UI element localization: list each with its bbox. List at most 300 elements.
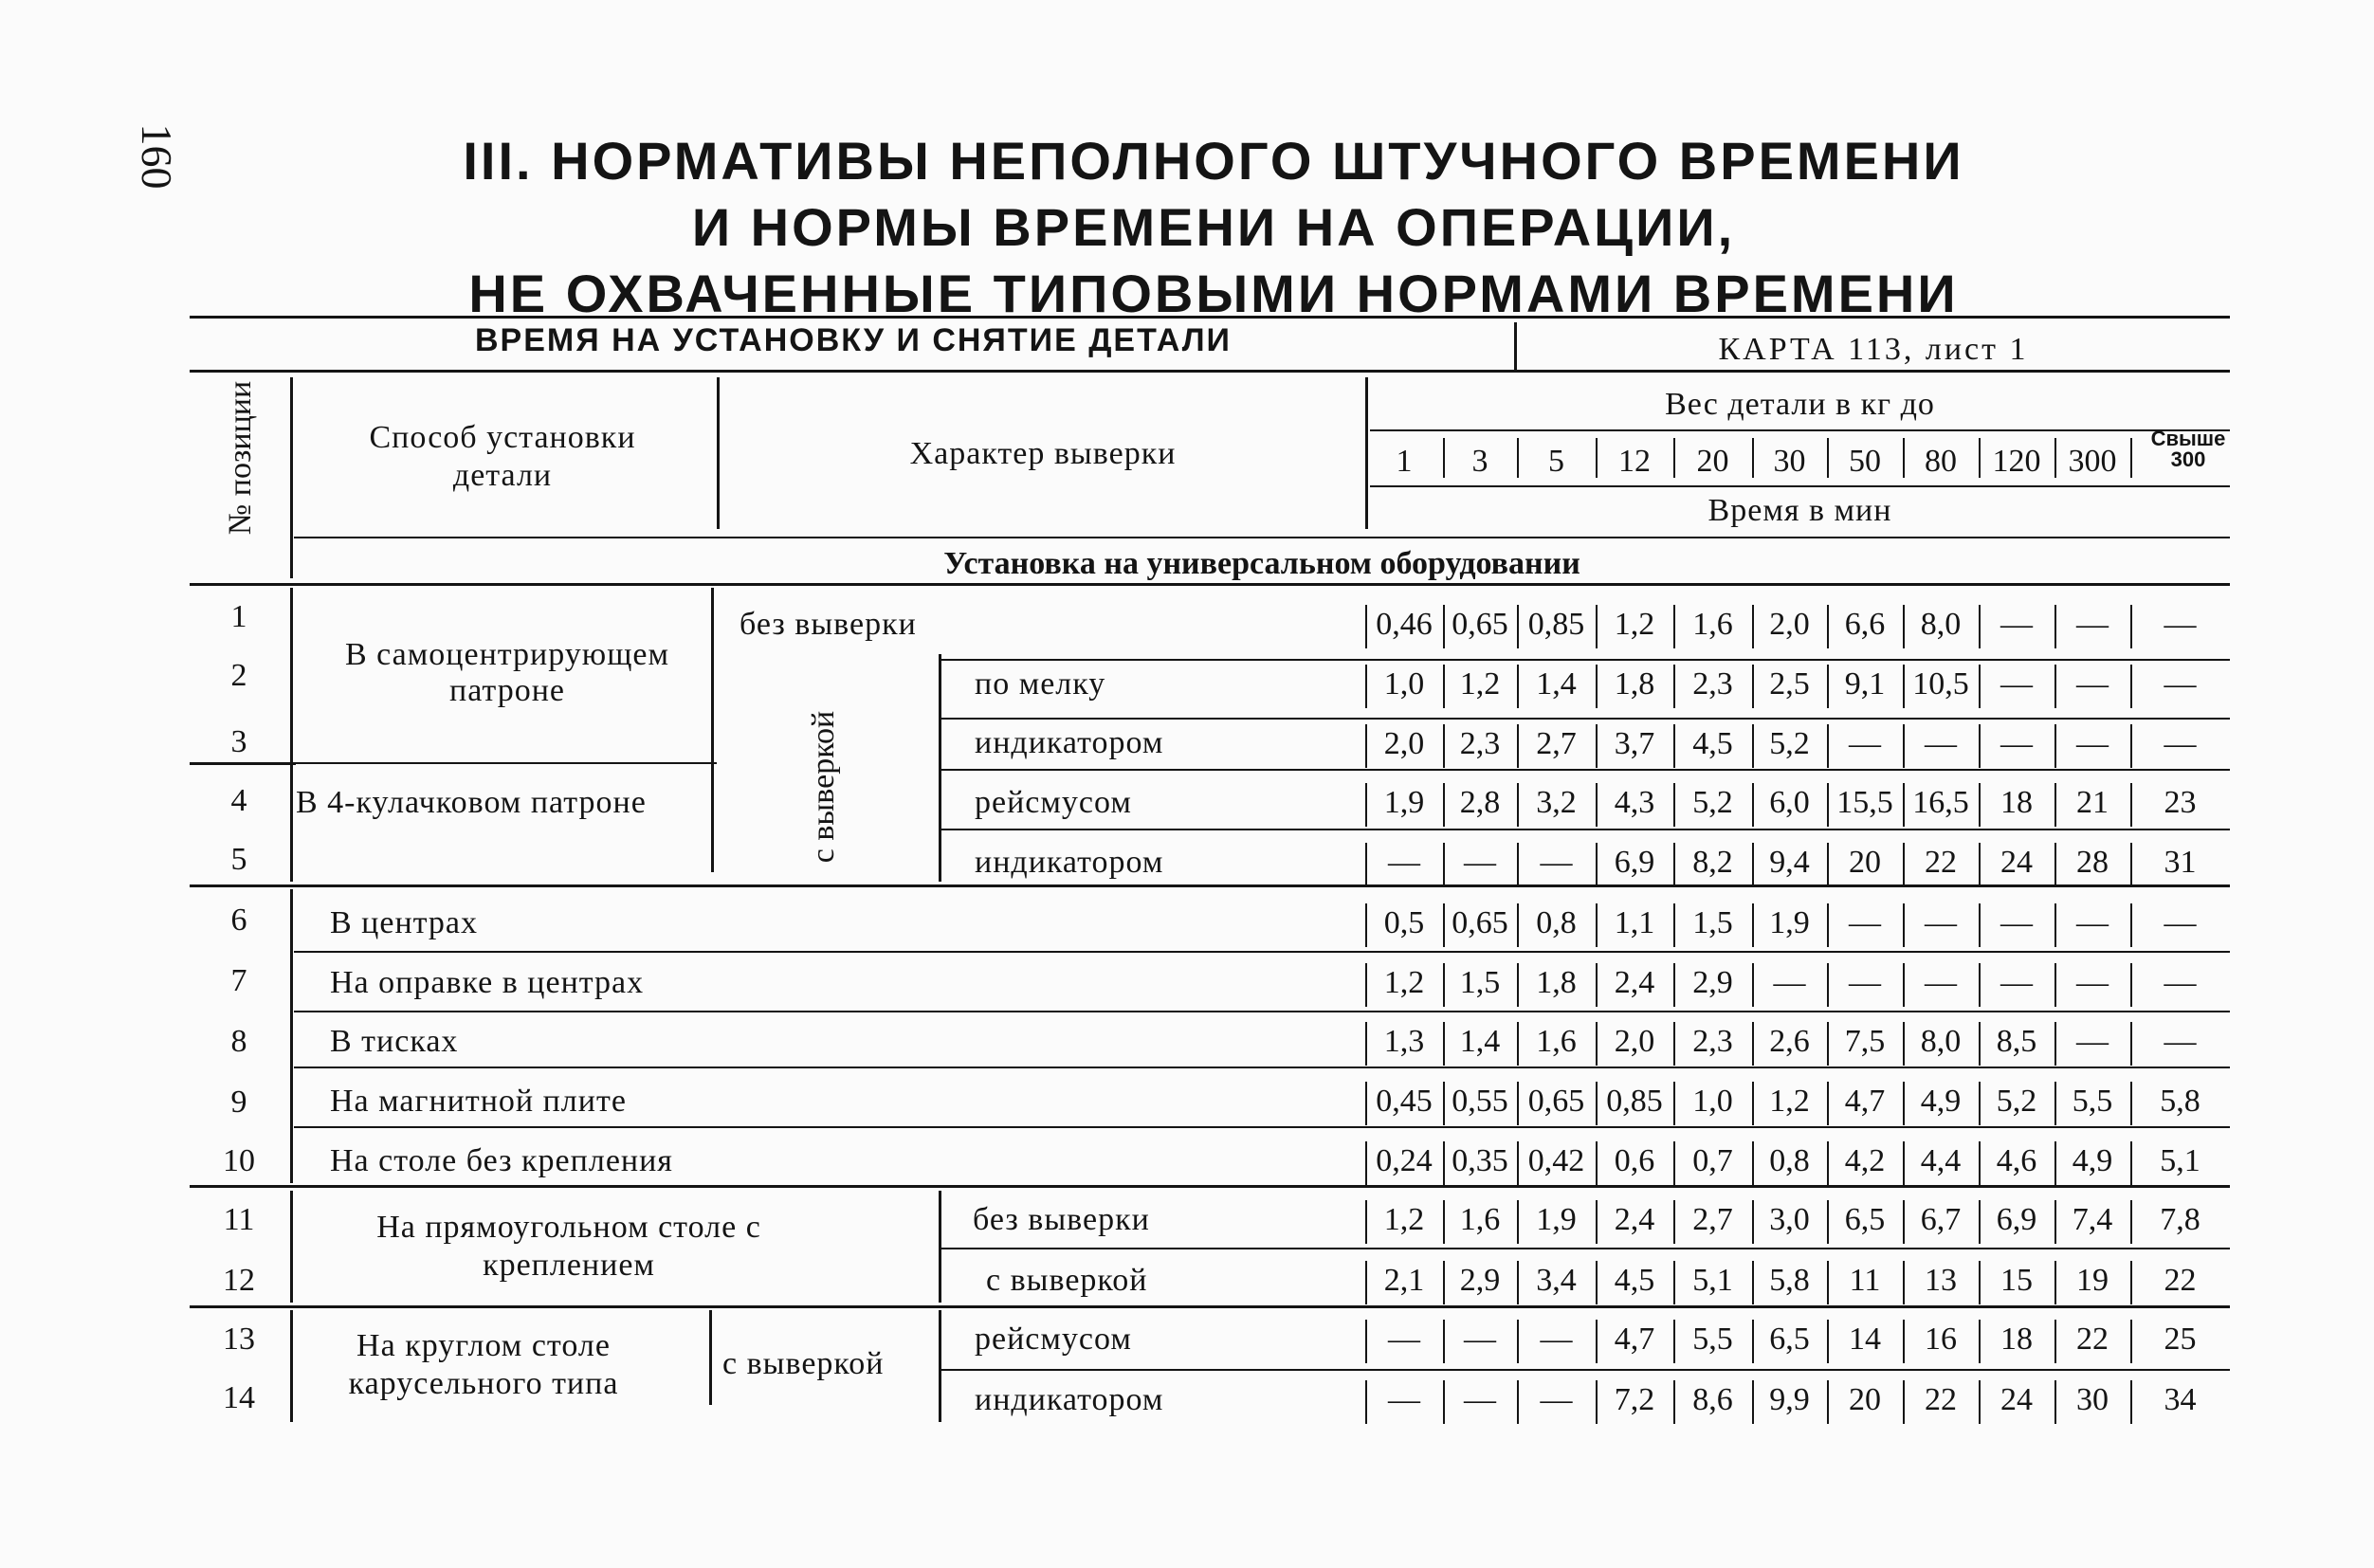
- weight-col-sep: [1903, 438, 1905, 478]
- group-rule-3b: [294, 762, 717, 764]
- label-mandrel: На оправке в центрах: [330, 965, 645, 1000]
- time-value: —: [2164, 965, 2197, 1000]
- label-surface-gauge-4: рейсмусом: [975, 785, 1132, 820]
- cell-separator: [1903, 843, 1905, 886]
- vsep-pos-c: [290, 1191, 293, 1303]
- time-value: 0,8: [1536, 905, 1577, 940]
- time-value: 1,8: [1536, 965, 1577, 1000]
- cell-separator: [1443, 783, 1445, 827]
- weight-rule: [1370, 429, 2230, 431]
- group-rule-10: [190, 1185, 2230, 1188]
- cell-separator: [1979, 903, 1981, 947]
- time-value: 2,3: [1692, 1024, 1733, 1059]
- position-number: 3: [230, 724, 247, 759]
- cell-separator: [1596, 1320, 1598, 1363]
- cell-separator: [1827, 724, 1829, 768]
- time-value: 2,0: [1769, 607, 1810, 642]
- time-value: 2,9: [1459, 1263, 1501, 1298]
- time-value: 18: [2000, 1322, 2033, 1357]
- cell-separator: [1827, 1200, 1829, 1244]
- time-value: 0,65: [1452, 607, 1508, 642]
- time-value: 3,7: [1614, 726, 1655, 761]
- cell-separator: [1979, 1200, 1981, 1244]
- time-value: 16,5: [1912, 785, 1969, 820]
- time-value: 0,24: [1376, 1143, 1433, 1178]
- cell-separator: [2054, 724, 2056, 768]
- cell-separator: [2054, 1261, 2056, 1304]
- time-value: —: [1773, 965, 1806, 1000]
- position-number: 11: [223, 1202, 255, 1237]
- label-no-alignment: без выверки: [740, 607, 917, 642]
- cell-separator: [1827, 1141, 1829, 1185]
- cell-separator: [1443, 1200, 1445, 1244]
- subsection-rule: [190, 583, 2230, 586]
- time-value: 0,55: [1452, 1084, 1508, 1119]
- cell-separator: [2054, 1082, 2056, 1125]
- cell-separator: [1517, 1082, 1519, 1125]
- position-number: 8: [230, 1024, 247, 1059]
- cell-separator: [1596, 1022, 1598, 1066]
- vsep-align-c: [939, 1310, 941, 1422]
- time-value: —: [2000, 726, 2033, 761]
- time-value: 34: [2164, 1382, 2197, 1417]
- cell-separator: [1517, 963, 1519, 1007]
- cell-separator: [1903, 1022, 1905, 1066]
- above-300-header: [2145, 428, 2232, 470]
- time-value: 2,4: [1614, 965, 1655, 1000]
- time-value: 1,2: [1769, 1084, 1810, 1119]
- position-number: 12: [223, 1263, 255, 1298]
- cell-separator: [1827, 1261, 1829, 1304]
- time-value: 5,5: [2072, 1084, 2113, 1119]
- cell-separator: [1596, 903, 1598, 947]
- weight-col-1: 1: [1396, 444, 1413, 479]
- time-value: —: [1849, 965, 1881, 1000]
- row-rule-3: [939, 769, 2230, 771]
- time-value: 2,1: [1383, 1263, 1425, 1298]
- cell-separator: [1752, 1320, 1754, 1363]
- subsection-title: Установка на универсальном оборудовании: [943, 546, 1580, 581]
- time-value: 14: [1849, 1322, 1881, 1357]
- time-value: 6,6: [1844, 607, 1886, 642]
- time-value: 4,3: [1614, 785, 1655, 820]
- weight-columns-rule: [1370, 485, 2230, 487]
- time-value: 22: [2164, 1263, 2197, 1298]
- weight-col-sep: [2130, 438, 2132, 478]
- position-number: 7: [230, 963, 247, 998]
- weight-col-sep: [1827, 438, 1829, 478]
- time-value: 5,8: [2160, 1084, 2201, 1119]
- time-value: 4,2: [1844, 1143, 1886, 1178]
- position-number: 1: [230, 599, 247, 634]
- time-value: 5,8: [1769, 1263, 1810, 1298]
- time-value: —: [2164, 726, 2197, 761]
- label-with-alignment-12: с выверкой: [986, 1263, 1148, 1298]
- cell-separator: [1365, 1200, 1367, 1244]
- row-rule-2: [939, 718, 2230, 720]
- cell-separator: [1673, 724, 1675, 768]
- cell-separator: [1673, 1320, 1675, 1363]
- cell-separator: [1903, 665, 1905, 708]
- cell-separator: [1752, 605, 1754, 648]
- page-number: 160: [133, 123, 181, 190]
- time-value: —: [1464, 1322, 1496, 1357]
- time-value: 28: [2076, 845, 2109, 880]
- time-value: —: [2000, 905, 2033, 940]
- time-value: 8,2: [1692, 845, 1733, 880]
- time-value: 9,1: [1844, 666, 1886, 702]
- cell-separator: [2054, 605, 2056, 648]
- row-rule-1: [939, 659, 2230, 661]
- label-four-jaw: В 4-кулачковом патроне: [296, 785, 647, 820]
- weight-col-sep: [1979, 438, 1981, 478]
- cell-separator: [2130, 843, 2132, 886]
- cell-separator: [1596, 1380, 1598, 1424]
- cell-separator: [1979, 963, 1981, 1007]
- time-value: 6,7: [1920, 1202, 1962, 1237]
- label-rect-table: На прямоугольном столе с креплением: [376, 1210, 761, 1283]
- weight-col-3: 3: [1471, 444, 1488, 479]
- cell-separator: [1673, 1261, 1675, 1304]
- time-value: 4,4: [1920, 1143, 1962, 1178]
- time-value: 0,8: [1769, 1143, 1810, 1178]
- cell-separator: [1443, 1380, 1445, 1424]
- cell-separator: [1752, 1082, 1754, 1125]
- cell-separator: [1517, 783, 1519, 827]
- time-value: 1,0: [1383, 666, 1425, 702]
- weight-col-sep: [1443, 438, 1445, 478]
- cell-separator: [1443, 903, 1445, 947]
- cell-separator: [2130, 665, 2132, 708]
- row-rule-13: [939, 1369, 2230, 1371]
- cell-separator: [1517, 605, 1519, 648]
- time-value: 5,2: [1769, 726, 1810, 761]
- row-rule-4: [939, 829, 2230, 830]
- cell-separator: [1365, 605, 1367, 648]
- time-value: 0,5: [1383, 905, 1425, 940]
- vsep-pos-a: [290, 588, 293, 882]
- cell-separator: [1752, 1200, 1754, 1244]
- cell-separator: [2054, 1320, 2056, 1363]
- time-value: 1,1: [1614, 905, 1655, 940]
- cell-separator: [1517, 1380, 1519, 1424]
- cell-separator: [1596, 1200, 1598, 1244]
- weight-col-12: 12: [1618, 444, 1651, 479]
- cell-separator: [1673, 1082, 1675, 1125]
- header-rule: [190, 370, 2230, 373]
- time-value: 9,4: [1769, 845, 1810, 880]
- weight-col-300: 300: [2068, 444, 2117, 479]
- cell-separator: [1673, 1022, 1675, 1066]
- weight-col-80: 80: [1925, 444, 1957, 479]
- cell-separator: [1752, 1022, 1754, 1066]
- vsep-align-b: [939, 1191, 941, 1303]
- time-value: 7,4: [2072, 1202, 2113, 1237]
- time-value: —: [2164, 666, 2197, 702]
- cell-separator: [1979, 1261, 1981, 1304]
- cell-separator: [1903, 1320, 1905, 1363]
- time-value: 4,9: [1920, 1084, 1962, 1119]
- cell-separator: [1827, 903, 1829, 947]
- label-surface-gauge-13: рейсмусом: [975, 1322, 1132, 1357]
- vsep-pos-d: [290, 1310, 293, 1422]
- time-value: 5,5: [1692, 1322, 1733, 1357]
- time-value: 31: [2164, 845, 2197, 880]
- time-value: —: [1849, 905, 1881, 940]
- time-value: 22: [2076, 1322, 2109, 1357]
- cell-separator: [1752, 724, 1754, 768]
- time-value: —: [2076, 905, 2109, 940]
- cell-separator: [1673, 605, 1675, 648]
- cell-separator: [1443, 665, 1445, 708]
- time-value: 23: [2164, 785, 2197, 820]
- time-value: 7,2: [1614, 1382, 1655, 1417]
- label-indicator-14: индикатором: [975, 1382, 1164, 1417]
- position-number: 13: [223, 1322, 255, 1357]
- cell-separator: [2054, 1380, 2056, 1424]
- cell-separator: [2054, 1200, 2056, 1244]
- time-value: 24: [2000, 845, 2033, 880]
- time-value: 0,85: [1606, 1084, 1663, 1119]
- time-value: —: [2076, 1024, 2109, 1059]
- cell-separator: [1443, 1082, 1445, 1125]
- time-value: 21: [2076, 785, 2109, 820]
- weight-col-sep: [1596, 438, 1598, 478]
- cell-separator: [1365, 724, 1367, 768]
- time-value: 0,35: [1452, 1143, 1508, 1178]
- group-rule-12: [190, 1305, 2230, 1308]
- time-value: 2,6: [1769, 1024, 1810, 1059]
- time-value: 20: [1849, 1382, 1881, 1417]
- position-number: 14: [223, 1380, 255, 1415]
- header-divider-1: [290, 377, 293, 578]
- cell-separator: [1443, 1261, 1445, 1304]
- cell-separator: [1673, 1200, 1675, 1244]
- time-value: 2,8: [1459, 785, 1501, 820]
- cell-separator: [1903, 1380, 1905, 1424]
- cell-separator: [1365, 783, 1367, 827]
- cell-separator: [1979, 783, 1981, 827]
- cell-separator: [1903, 605, 1905, 648]
- cell-separator: [1443, 1141, 1445, 1185]
- cell-separator: [1517, 1320, 1519, 1363]
- cell-separator: [1443, 1022, 1445, 1066]
- cell-separator: [2130, 1380, 2132, 1424]
- cell-separator: [1673, 1380, 1675, 1424]
- time-value: 1,9: [1769, 905, 1810, 940]
- time-value: 0,65: [1527, 1084, 1585, 1119]
- time-value: 2,5: [1769, 666, 1810, 702]
- time-value: 7,8: [2160, 1202, 2201, 1237]
- time-value: 3,0: [1769, 1202, 1810, 1237]
- time-value: 0,42: [1527, 1143, 1585, 1178]
- cell-separator: [1443, 605, 1445, 648]
- label-round-table: На круглом столе карусельного типа: [348, 1328, 619, 1401]
- time-value: —: [1540, 1322, 1573, 1357]
- cell-separator: [1443, 1320, 1445, 1363]
- cell-separator: [1443, 843, 1445, 886]
- cell-separator: [1596, 1082, 1598, 1125]
- time-value: 1,5: [1459, 965, 1501, 1000]
- time-value: 4,9: [2072, 1143, 2113, 1178]
- cell-separator: [1827, 1380, 1829, 1424]
- cell-separator: [1365, 1320, 1367, 1363]
- cell-separator: [1979, 1320, 1981, 1363]
- time-value: 20: [1849, 845, 1881, 880]
- time-value: —: [1925, 726, 1957, 761]
- weight-col-30: 30: [1773, 444, 1806, 479]
- time-rule: [294, 537, 2230, 538]
- cell-separator: [1752, 1141, 1754, 1185]
- time-value: 8,6: [1692, 1382, 1733, 1417]
- weight-col-120: 120: [1992, 444, 2041, 479]
- cell-separator: [1365, 963, 1367, 1007]
- cell-separator: [1596, 963, 1598, 1007]
- cell-separator: [2130, 903, 2132, 947]
- cell-separator: [2130, 1261, 2132, 1304]
- cell-separator: [1827, 963, 1829, 1007]
- time-value: 6,5: [1844, 1202, 1886, 1237]
- cell-separator: [2054, 783, 2056, 827]
- cell-separator: [1752, 1380, 1754, 1424]
- group-rule-3: [190, 762, 296, 765]
- position-number: 9: [230, 1085, 247, 1120]
- time-value: 1,2: [1383, 965, 1425, 1000]
- label-indicator-3: индикатором: [975, 725, 1164, 760]
- time-value: 0,45: [1376, 1084, 1433, 1119]
- cell-separator: [1365, 1082, 1367, 1125]
- cell-separator: [1903, 724, 1905, 768]
- position-number: 6: [230, 903, 247, 938]
- cell-separator: [1596, 1141, 1598, 1185]
- cell-separator: [1365, 1261, 1367, 1304]
- cell-separator: [1517, 1261, 1519, 1304]
- time-value: 18: [2000, 785, 2033, 820]
- time-value: 9,9: [1769, 1382, 1810, 1417]
- time-value: 22: [1925, 845, 1957, 880]
- above-value: 300: [2170, 447, 2206, 471]
- time-value: 3,2: [1536, 785, 1577, 820]
- time-value: —: [2076, 726, 2109, 761]
- time-value: 5,1: [1692, 1263, 1733, 1298]
- label-centers: В центрах: [330, 905, 479, 940]
- vsep-align-a: [939, 654, 941, 882]
- time-value: 2,0: [1383, 726, 1425, 761]
- time-value: 1,8: [1614, 666, 1655, 702]
- time-value: 24: [2000, 1382, 2033, 1417]
- time-value: 1,3: [1383, 1024, 1425, 1059]
- time-value: 2,7: [1692, 1202, 1733, 1237]
- position-header: № позиции: [223, 380, 258, 536]
- cell-separator: [2054, 1141, 2056, 1185]
- cell-separator: [1979, 843, 1981, 886]
- label-indicator-5: индикатором: [975, 845, 1164, 880]
- method-header: Способ установки детали: [369, 420, 636, 493]
- cell-separator: [1596, 1261, 1598, 1304]
- time-value: 1,2: [1383, 1202, 1425, 1237]
- vsep-method-b: [709, 1310, 712, 1405]
- cell-separator: [1365, 1380, 1367, 1424]
- time-value: 2,3: [1692, 666, 1733, 702]
- cell-separator: [1752, 665, 1754, 708]
- vsep-pos-b: [290, 889, 293, 1183]
- time-value: 1,5: [1692, 905, 1733, 940]
- time-value: —: [2076, 666, 2109, 702]
- time-value: 2,3: [1459, 726, 1501, 761]
- weight-header: Вес детали в кг до: [1665, 387, 1935, 422]
- row-rule-6: [294, 951, 2230, 953]
- time-value: —: [1925, 965, 1957, 1000]
- time-value: 2,7: [1536, 726, 1577, 761]
- time-value: 1,6: [1692, 607, 1733, 642]
- time-value: 13: [1925, 1263, 1957, 1298]
- time-value: 0,46: [1376, 607, 1433, 642]
- time-value: 7,5: [1844, 1024, 1886, 1059]
- time-value: —: [1464, 1382, 1496, 1417]
- cell-separator: [2130, 1022, 2132, 1066]
- row-rule-8: [294, 1067, 2230, 1068]
- cell-separator: [1443, 724, 1445, 768]
- time-value: 4,7: [1844, 1084, 1886, 1119]
- cell-separator: [1596, 843, 1598, 886]
- time-value: 6,9: [1614, 845, 1655, 880]
- time-value: 4,6: [1996, 1143, 2037, 1178]
- cell-separator: [1979, 1022, 1981, 1066]
- time-value: —: [1464, 845, 1496, 880]
- weight-col-sep: [2054, 438, 2056, 478]
- time-value: 6,9: [1996, 1202, 2037, 1237]
- time-value: —: [1849, 726, 1881, 761]
- label-with-alignment: с выверкой: [806, 710, 841, 864]
- cell-separator: [1827, 843, 1829, 886]
- weight-col-20: 20: [1696, 444, 1729, 479]
- cell-separator: [1827, 665, 1829, 708]
- title-line-1: III. НОРМАТИВЫ НЕПОЛНОГО ШТУЧНОГО ВРЕМЕНИ: [463, 131, 1964, 191]
- time-value: 4,5: [1692, 726, 1733, 761]
- time-value: 2,0: [1614, 1024, 1655, 1059]
- time-value: 6,0: [1769, 785, 1810, 820]
- cell-separator: [1903, 783, 1905, 827]
- weight-col-sep: [1752, 438, 1754, 478]
- position-number: 5: [230, 842, 247, 877]
- time-value: —: [1925, 905, 1957, 940]
- cell-separator: [1903, 1141, 1905, 1185]
- cell-separator: [1517, 1141, 1519, 1185]
- label-with-alignment-13: с выверкой: [722, 1346, 885, 1381]
- time-value: —: [2000, 607, 2033, 642]
- weight-col-sep: [1517, 438, 1519, 478]
- cell-separator: [1517, 1022, 1519, 1066]
- cell-separator: [1596, 605, 1598, 648]
- cell-separator: [1903, 963, 1905, 1007]
- cell-separator: [1673, 783, 1675, 827]
- time-value: —: [1388, 1382, 1420, 1417]
- cell-separator: [1752, 783, 1754, 827]
- time-value: 4,5: [1614, 1263, 1655, 1298]
- time-value: 8,0: [1920, 607, 1962, 642]
- row-rule-11: [939, 1248, 2230, 1249]
- time-value: 0,7: [1692, 1143, 1733, 1178]
- vsep-method-a: [711, 588, 714, 872]
- time-value: —: [2000, 965, 2033, 1000]
- cell-separator: [2130, 963, 2132, 1007]
- time-value: —: [1388, 1322, 1420, 1357]
- cell-separator: [2054, 843, 2056, 886]
- cell-separator: [2054, 1022, 2056, 1066]
- label-magnetic: На магнитной плите: [330, 1084, 627, 1119]
- time-value: 1,4: [1536, 666, 1577, 702]
- time-value: 0,85: [1527, 607, 1585, 642]
